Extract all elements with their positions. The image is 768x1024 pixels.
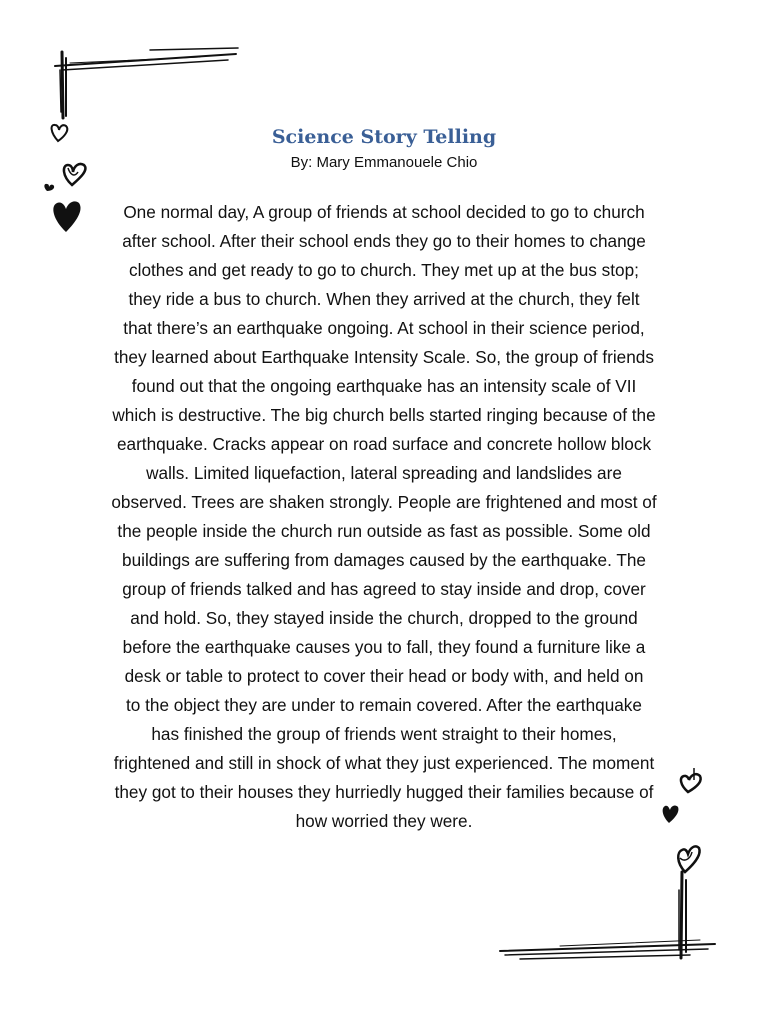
story-line: they learned about Earthquake Intensity Scale. So, the group of friends (114, 347, 654, 367)
story-line: the people inside the church run outside as fast as possible. Some old (117, 521, 651, 541)
document-title: Science Story Telling (271, 126, 497, 148)
story-line: observed. Trees are shaken strongly. People are frightened and most of (111, 492, 657, 512)
story-line: desk or table to protect to cover their head or body with, and held on (124, 666, 644, 686)
story-line: and hold. So, they stayed inside the church, dropped to the ground (130, 608, 638, 628)
story-line: walls. Limited liquefaction, lateral spreading and landslides are (146, 463, 622, 483)
author-byline: By: Mary Emmanouele Chio (290, 154, 478, 171)
story-line: earthquake. Cracks appear on road surface and concrete hollow block (116, 434, 652, 454)
corner-line-icon (62, 52, 63, 118)
story-line: before the earthquake causes you to fall, they found a furniture like a (122, 637, 646, 657)
story-line: frightened and still in shock of what they just experienced. The moment (113, 753, 655, 773)
story-line: found out that the ongoing earthquake has an intensity scale of VII (131, 376, 637, 396)
story-line: to the object they are under to remain covered. After the earthquake (126, 695, 642, 715)
story-line: clothes and get ready to go to church. They met up at the bus stop; (129, 260, 639, 280)
story-line: how worried they were. (295, 811, 473, 831)
story-line: that there’s an earthquake ongoing. At school in their science period, (123, 318, 645, 338)
story-line: they got to their houses they hurriedly hugged their families because of (114, 782, 654, 802)
heart-filled-icon (44, 184, 80, 232)
story-line: group of friends talked and has agreed to stay inside and drop, cover (122, 579, 646, 599)
story-line: they ride a bus to church. When they arrived at the church, they felt (128, 289, 640, 309)
story-line: has finished the group of friends went straight to their homes, (151, 724, 617, 744)
story-line: One normal day, A group of friends at school decided to go to church (123, 202, 645, 222)
story-line: which is destructive. The big church bells started ringing because of the (112, 405, 656, 425)
heart-outline-icon (678, 846, 699, 872)
story-line: buildings are suffering from damages caused by the earthquake. The (122, 550, 646, 570)
story-body (88, 198, 680, 836)
story-line: after school. After their school ends they go to their homes to change (122, 231, 646, 251)
heart-doodle-icon (681, 768, 701, 792)
